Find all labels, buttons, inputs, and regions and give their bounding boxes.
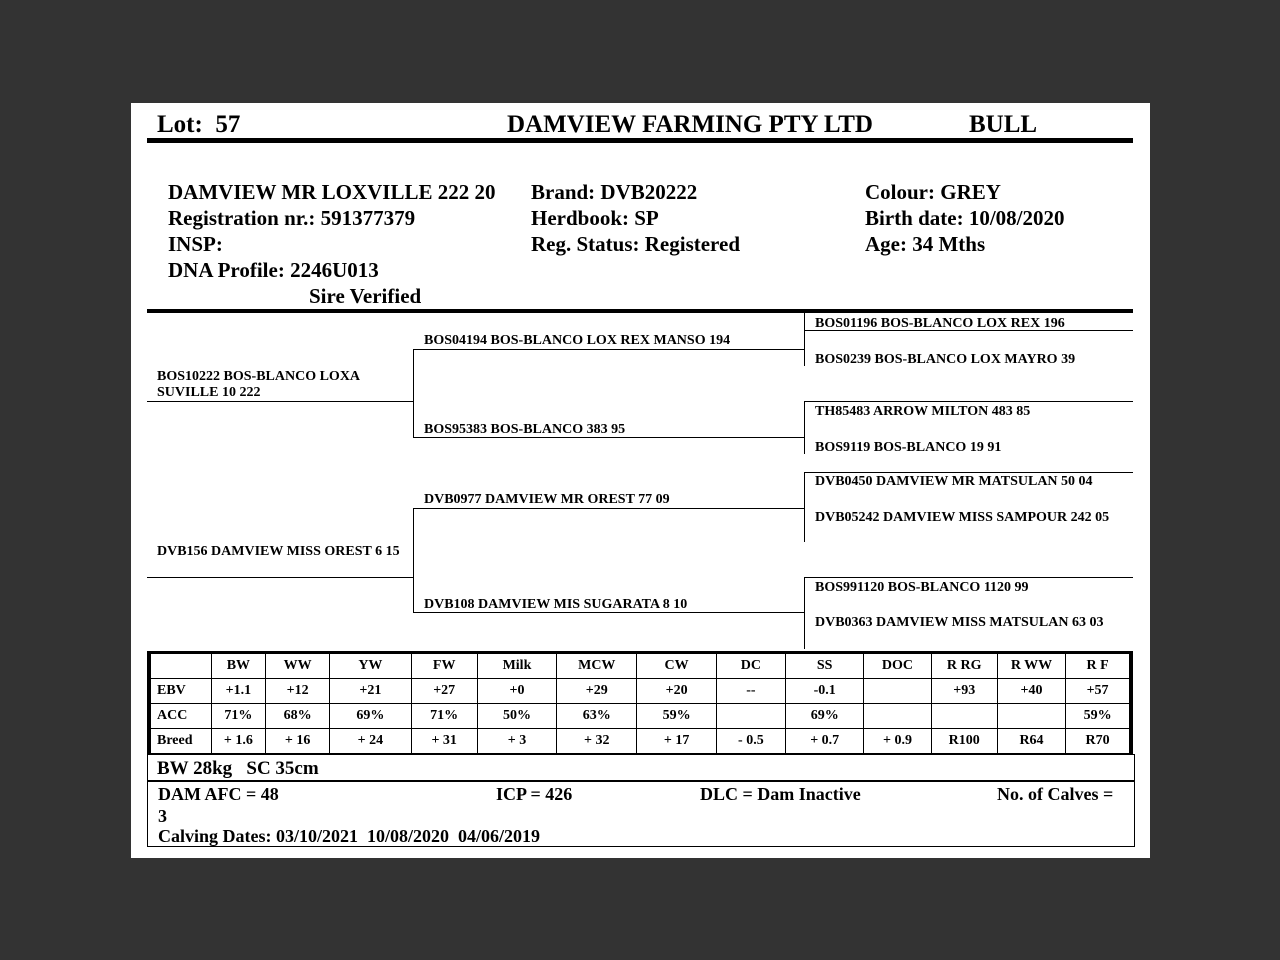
measurements-box xyxy=(147,754,1135,782)
sire-verified: Sire Verified xyxy=(309,284,422,308)
acc-row xyxy=(149,704,1131,729)
ebv-cell: +20 xyxy=(637,679,716,704)
breed-cell: - 0.5 xyxy=(716,729,785,754)
acc-cell: 59% xyxy=(637,704,716,729)
dna-profile: DNA Profile: 2246U013 xyxy=(168,258,379,282)
breed-cell: + 0.7 xyxy=(786,729,864,754)
reg-status: Reg. Status: Registered xyxy=(531,232,740,256)
breed-cell: R100 xyxy=(931,729,997,754)
icp: ICP = 426 xyxy=(496,784,573,804)
ebv-cell: +29 xyxy=(557,679,637,704)
calves-value: 3 xyxy=(158,806,167,826)
ebv-cell: +12 xyxy=(265,679,329,704)
pedigree-ggp-3: TH85483 ARROW MILTON 483 85 xyxy=(815,404,1031,419)
sire-bracket xyxy=(413,349,414,438)
pedigree-ggp-1: BOS01196 BOS-BLANCO LOX REX 196 xyxy=(815,316,1065,331)
dam-info-box xyxy=(147,780,1135,847)
brand: Brand: DVB20222 xyxy=(531,180,698,204)
ggp-line-7 xyxy=(804,577,1133,578)
birth-date: Birth date: 10/08/2020 xyxy=(865,206,1065,230)
measurements: BW 28kg SC 35cm xyxy=(157,758,319,779)
ebv-header-cell: MCW xyxy=(557,653,637,679)
breed-cell: + 31 xyxy=(411,729,477,754)
ebv-cell: +1.1 xyxy=(211,679,265,704)
ebv-header-cell: R F xyxy=(1066,653,1131,679)
ebv-header-cell: FW xyxy=(411,653,477,679)
header-rule xyxy=(147,138,1133,143)
ebv-cell: -0.1 xyxy=(786,679,864,704)
info-rule xyxy=(147,309,1133,313)
breed-cell: + 1.6 xyxy=(211,729,265,754)
pedigree-ggp-4: BOS9119 BOS-BLANCO 19 91 xyxy=(815,440,1002,455)
acc-cell: 69% xyxy=(330,704,411,729)
ebv-cell: +0 xyxy=(477,679,556,704)
ebv-header-cell: R RG xyxy=(931,653,997,679)
ebv-row xyxy=(149,679,1131,704)
calves-label: No. of Calves = xyxy=(997,784,1114,804)
pedigree-dam: DVB156 DAMVIEW MISS OREST 6 15 xyxy=(157,544,400,559)
ggp-line-3 xyxy=(804,401,1133,402)
pedigree-sire-sire: BOS04194 BOS-BLANCO LOX REX MANSO 194 xyxy=(424,333,731,348)
sire-line xyxy=(147,401,414,402)
ggp-bracket-2 xyxy=(804,401,805,454)
breed-cell: + 17 xyxy=(637,729,716,754)
acc-cell: 59% xyxy=(1066,704,1131,729)
breed-row-label: Breed xyxy=(149,729,211,754)
breed-cell: + 24 xyxy=(330,729,411,754)
breed-cell: R64 xyxy=(997,729,1065,754)
pedigree-sire-dam: BOS95383 BOS-BLANCO 383 95 xyxy=(424,422,626,437)
sex-label: BULL xyxy=(969,111,1038,138)
breed-cell: + 0.9 xyxy=(864,729,931,754)
lot-label: Lot: 57 xyxy=(157,111,241,138)
ebv-header-cell: DOC xyxy=(864,653,931,679)
age: Age: 34 Mths xyxy=(865,232,986,256)
pedigree-ggp-6: DVB05242 DAMVIEW MISS SAMPOUR 242 05 xyxy=(815,510,1110,525)
ebv-header-row xyxy=(149,653,1131,679)
ggp-bracket-4 xyxy=(804,577,805,649)
acc-cell: 69% xyxy=(786,704,864,729)
ebv-cell: +93 xyxy=(931,679,997,704)
acc-cell xyxy=(997,704,1065,729)
dam-bracket xyxy=(413,508,414,613)
dam-sire-line xyxy=(413,508,804,509)
pedigree-ggp-8: DVB0363 DAMVIEW MISS MATSULAN 63 03 xyxy=(815,615,1104,630)
acc-cell: 71% xyxy=(411,704,477,729)
ggp-line-5 xyxy=(804,472,1133,473)
dlc: DLC = Dam Inactive xyxy=(700,784,861,804)
ebv-cell: +57 xyxy=(1066,679,1131,704)
breed-cell: + 16 xyxy=(265,729,329,754)
dam-afc: DAM AFC = 48 xyxy=(158,784,279,804)
ebv-cell: -- xyxy=(716,679,785,704)
colour: Colour: GREY xyxy=(865,180,1001,204)
registration-number: Registration nr.: 591377379 xyxy=(168,206,416,230)
ebv-table xyxy=(147,651,1133,754)
ebv-cell: +27 xyxy=(411,679,477,704)
breed-cell: + 3 xyxy=(477,729,556,754)
breed-cell: R70 xyxy=(1066,729,1131,754)
breed-cell: + 32 xyxy=(557,729,637,754)
ebv-cell: +40 xyxy=(997,679,1065,704)
ebv-header-cell: WW xyxy=(265,653,329,679)
acc-cell xyxy=(864,704,931,729)
ebv-header-cell xyxy=(149,653,211,679)
company-name: DAMVIEW FARMING PTY LTD xyxy=(507,111,873,138)
pedigree-ggp-2: BOS0239 BOS-BLANCO LOX MAYRO 39 xyxy=(815,352,1076,367)
acc-cell: 71% xyxy=(211,704,265,729)
animal-name: DAMVIEW MR LOXVILLE 222 20 xyxy=(168,180,496,204)
lot-card xyxy=(131,103,1150,858)
acc-cell: 50% xyxy=(477,704,556,729)
ggp-bracket-1 xyxy=(804,313,805,366)
ebv-cell xyxy=(864,679,931,704)
insp-label: INSP: xyxy=(168,232,223,256)
pedigree-dam-dam: DVB108 DAMVIEW MIS SUGARATA 8 10 xyxy=(424,597,688,612)
pedigree-dam-sire: DVB0977 DAMVIEW MR OREST 77 09 xyxy=(424,492,670,507)
acc-row-label: ACC xyxy=(149,704,211,729)
calving-dates: Calving Dates: 03/10/2021 10/08/2020 04/06/2019 xyxy=(158,826,540,846)
pedigree-ggp-7: BOS991120 BOS-BLANCO 1120 99 xyxy=(815,580,1029,595)
ebv-header-cell: DC xyxy=(716,653,785,679)
ebv-header-cell: R WW xyxy=(997,653,1065,679)
sire-sire-line xyxy=(413,349,804,350)
ggp-bracket-3 xyxy=(804,472,805,542)
acc-cell xyxy=(716,704,785,729)
acc-cell: 63% xyxy=(557,704,637,729)
lot-number: 57 xyxy=(215,111,241,138)
dam-line xyxy=(147,577,414,578)
ebv-header-cell: Milk xyxy=(477,653,556,679)
breed-row xyxy=(149,729,1131,754)
pedigree-sire: BOS10222 BOS-BLANCO LOXA SUVILLE 10 222 xyxy=(157,369,360,400)
ebv-header-cell: BW xyxy=(211,653,265,679)
acc-cell xyxy=(931,704,997,729)
acc-cell: 68% xyxy=(265,704,329,729)
ebv-header-cell: YW xyxy=(330,653,411,679)
ebv-row-label: EBV xyxy=(149,679,211,704)
ebv-header-cell: CW xyxy=(637,653,716,679)
ebv-header-cell: SS xyxy=(786,653,864,679)
ebv-cell: +21 xyxy=(330,679,411,704)
pedigree-ggp-5: DVB0450 DAMVIEW MR MATSULAN 50 04 xyxy=(815,474,1093,489)
herdbook: Herdbook: SP xyxy=(531,206,659,230)
